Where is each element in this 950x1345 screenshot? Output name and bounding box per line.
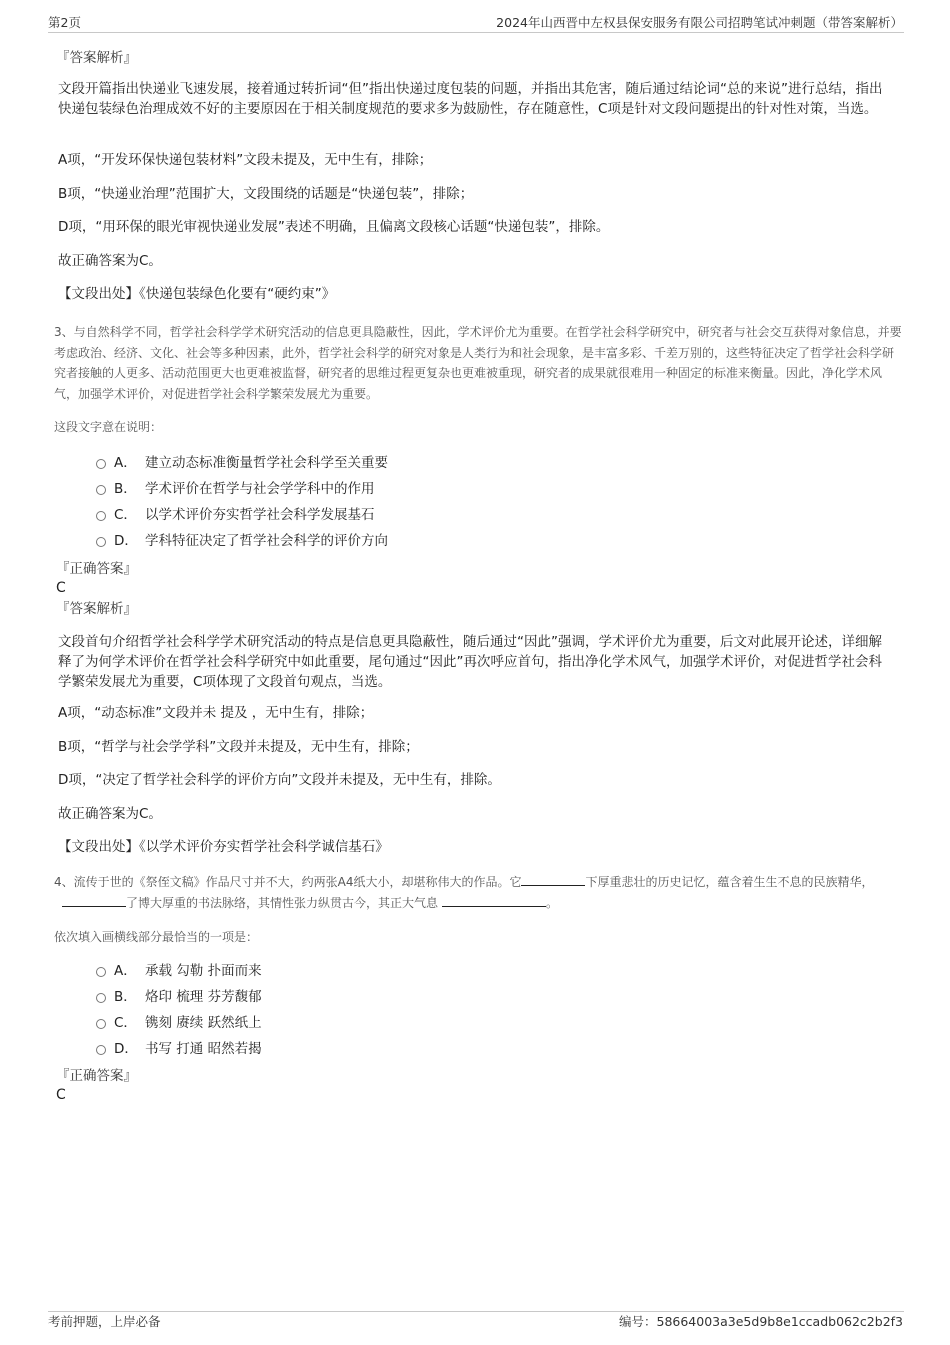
analysis-option-b: B项，“哲学与社会学学科”文段并未提及，无中生有，排除； [58, 739, 419, 755]
option-text: 学术评价在哲学与社会学学科中的作用 [145, 481, 375, 497]
option-text: 承载 勾勒 扑面而来 [145, 963, 262, 979]
question-4-option-c[interactable] [0, 1014, 600, 1032]
question-3-prompt: 这段文字意在说明： [54, 420, 163, 434]
option-label: A． [114, 455, 137, 471]
analysis-option-d: D项，“决定了哲学社会科学的评价方向”文段并未提及，无中生有，排除。 [58, 772, 501, 788]
radio-button[interactable] [96, 511, 106, 521]
option-text: 学科特征决定了哲学社会科学的评价方向 [145, 533, 388, 549]
question-4-text-part-4: 。 [546, 895, 559, 910]
analysis-option-d: D项，“用环保的眼光审视快递业发展”表述不明确，且偏离文段核心话题“快递包装”，排除。 [58, 219, 610, 235]
source-citation: 【文段出处】《以学术评价夯实哲学社会科学诚信基石》 [58, 839, 389, 855]
conclusion-text: 故正确答案为C。 [58, 806, 162, 822]
fill-blank-3 [442, 893, 546, 907]
correct-answer-label: 『正确答案』 [56, 561, 137, 577]
question-4-prompt: 依次填入画横线部分最恰当的一项是： [54, 930, 259, 944]
question-3-option-c[interactable] [0, 506, 600, 524]
question-3-option-a[interactable] [0, 454, 600, 472]
option-label: D． [114, 533, 138, 549]
fill-blank-2 [62, 893, 126, 907]
analysis-label: 『答案解析』 [56, 50, 137, 66]
option-label: B． [114, 481, 137, 497]
question-4-text-part-3: 了博大厚重的书法脉络，其情性张力纵贯古今，其正大气息 [126, 895, 439, 910]
radio-button[interactable] [96, 1019, 106, 1029]
question-3-option-d[interactable] [0, 532, 600, 550]
option-label: A． [114, 963, 137, 979]
source-citation: 【文段出处】《快递包装绿色化要有“硬约束”》 [58, 286, 336, 302]
correct-answer-value: C [56, 580, 66, 596]
option-label: D． [114, 1041, 138, 1057]
radio-button[interactable] [96, 537, 106, 547]
question-4-text-part-1: 4、流传于世的《祭侄文稿》作品尺寸并不大，约两张A4纸大小，却堪称伟大的作品。它 [54, 875, 522, 889]
option-label: B． [114, 989, 137, 1005]
analysis-label: 『答案解析』 [56, 601, 137, 617]
radio-button[interactable] [96, 485, 106, 495]
document-title: 2024年山西晋中左权县保安服务有限公司招聘笔试冲刺题（带答案解析） [496, 15, 903, 30]
question-4-text [54, 872, 902, 913]
conclusion-text: 故正确答案为C。 [58, 253, 162, 269]
header-divider [48, 32, 904, 33]
option-text: 建立动态标准衡量哲学社会科学至关重要 [145, 455, 388, 471]
question-3-text: 3、与自然科学不同，哲学社会科学学术研究活动的信息更具隐蔽性，因此，学术评价尤为重要。在哲学社会科学研究中，研究者与社会交互获得对象信息，并要考虑政治、经济、文化、社会等多种因素，此外，哲学社会科学的研究对象是人类行为和社会现象，是丰富多彩、千差万别的，这些特征决定了哲学社会科学研究者接触的人更多、活动范围更大也更难被监督，研究者的思维过程更复杂也更难被重现，研究者的成果就很难用一种固定的标准来衡量。因此，净化学术风气，加强学术评价，对促进哲学社会科学繁荣发展尤为重要。 [54, 325, 902, 401]
radio-button[interactable] [96, 459, 106, 469]
radio-button[interactable] [96, 993, 106, 1003]
option-text: 烙印 梳理 芬芳馥郁 [145, 989, 262, 1005]
option-label: C． [114, 1015, 137, 1031]
question-4-option-d[interactable] [0, 1040, 600, 1058]
footer-slogan: 考前押题，上岸必备 [48, 1314, 161, 1329]
question-4-text-part-2: 下厚重悲壮的历史记忆，蕴含着生生不息的民族精华， [585, 875, 874, 889]
question-4-option-a[interactable] [0, 962, 600, 980]
analysis-paragraph: 文段首句介绍哲学社会科学学术研究活动的特点是信息更具隐蔽性，随后通过“因此”强调，学术评价尤为重要，后文对此展开论述，详细解释了为何学术评价在哲学社会科学研究中如此重要，尾句通过“因此”再次呼应首句，指出净化学术风气，加强学术评价，对促进哲学社会科学繁荣发展尤为重要，C项体现了文段首句观点，当选。 [58, 634, 882, 690]
document-id-value: 58664003a3e5d9b8e1ccadb062c2b2f3 [656, 1314, 903, 1329]
question-4-option-b[interactable] [0, 988, 600, 1006]
radio-button[interactable] [96, 1045, 106, 1055]
option-text: 镌刻 赓续 跃然纸上 [145, 1015, 262, 1031]
option-label: C． [114, 507, 137, 523]
correct-answer-value: C [56, 1087, 66, 1103]
document-id-label: 编号： [618, 1314, 657, 1329]
option-text: 书写 打通 昭然若揭 [145, 1041, 262, 1057]
radio-button[interactable] [96, 967, 106, 977]
fill-blank-1 [521, 872, 585, 886]
correct-answer-label: 『正确答案』 [56, 1068, 137, 1084]
question-3-option-b[interactable] [0, 480, 600, 498]
analysis-option-a: A项，“动态标准”文段并未 提及 ，无中生有，排除； [58, 705, 374, 721]
document-id [619, 1314, 903, 1330]
footer-divider [48, 1311, 904, 1312]
analysis-paragraph: 文段开篇指出快递业飞速发展，接着通过转折词“但”指出快递过度包装的问题，并指出其危害，随后通过结论词“总的来说”进行总结，指出快递包装绿色治理成效不好的主要原因在于相关制度规范的要求多为鼓励性，存在随意性，C项是针对文段问题提出的针对性对策，当选。 [58, 81, 883, 117]
analysis-option-a: A项，“开发环保快递包装材料”文段未提及，无中生有，排除； [58, 152, 433, 168]
option-text: 以学术评价夯实哲学社会科学发展基石 [145, 507, 375, 523]
page-number: 第2页 [48, 15, 81, 30]
analysis-option-b: B项，“快递业治理”范围扩大，文段围绕的话题是“快递包装”，排除； [58, 186, 474, 202]
